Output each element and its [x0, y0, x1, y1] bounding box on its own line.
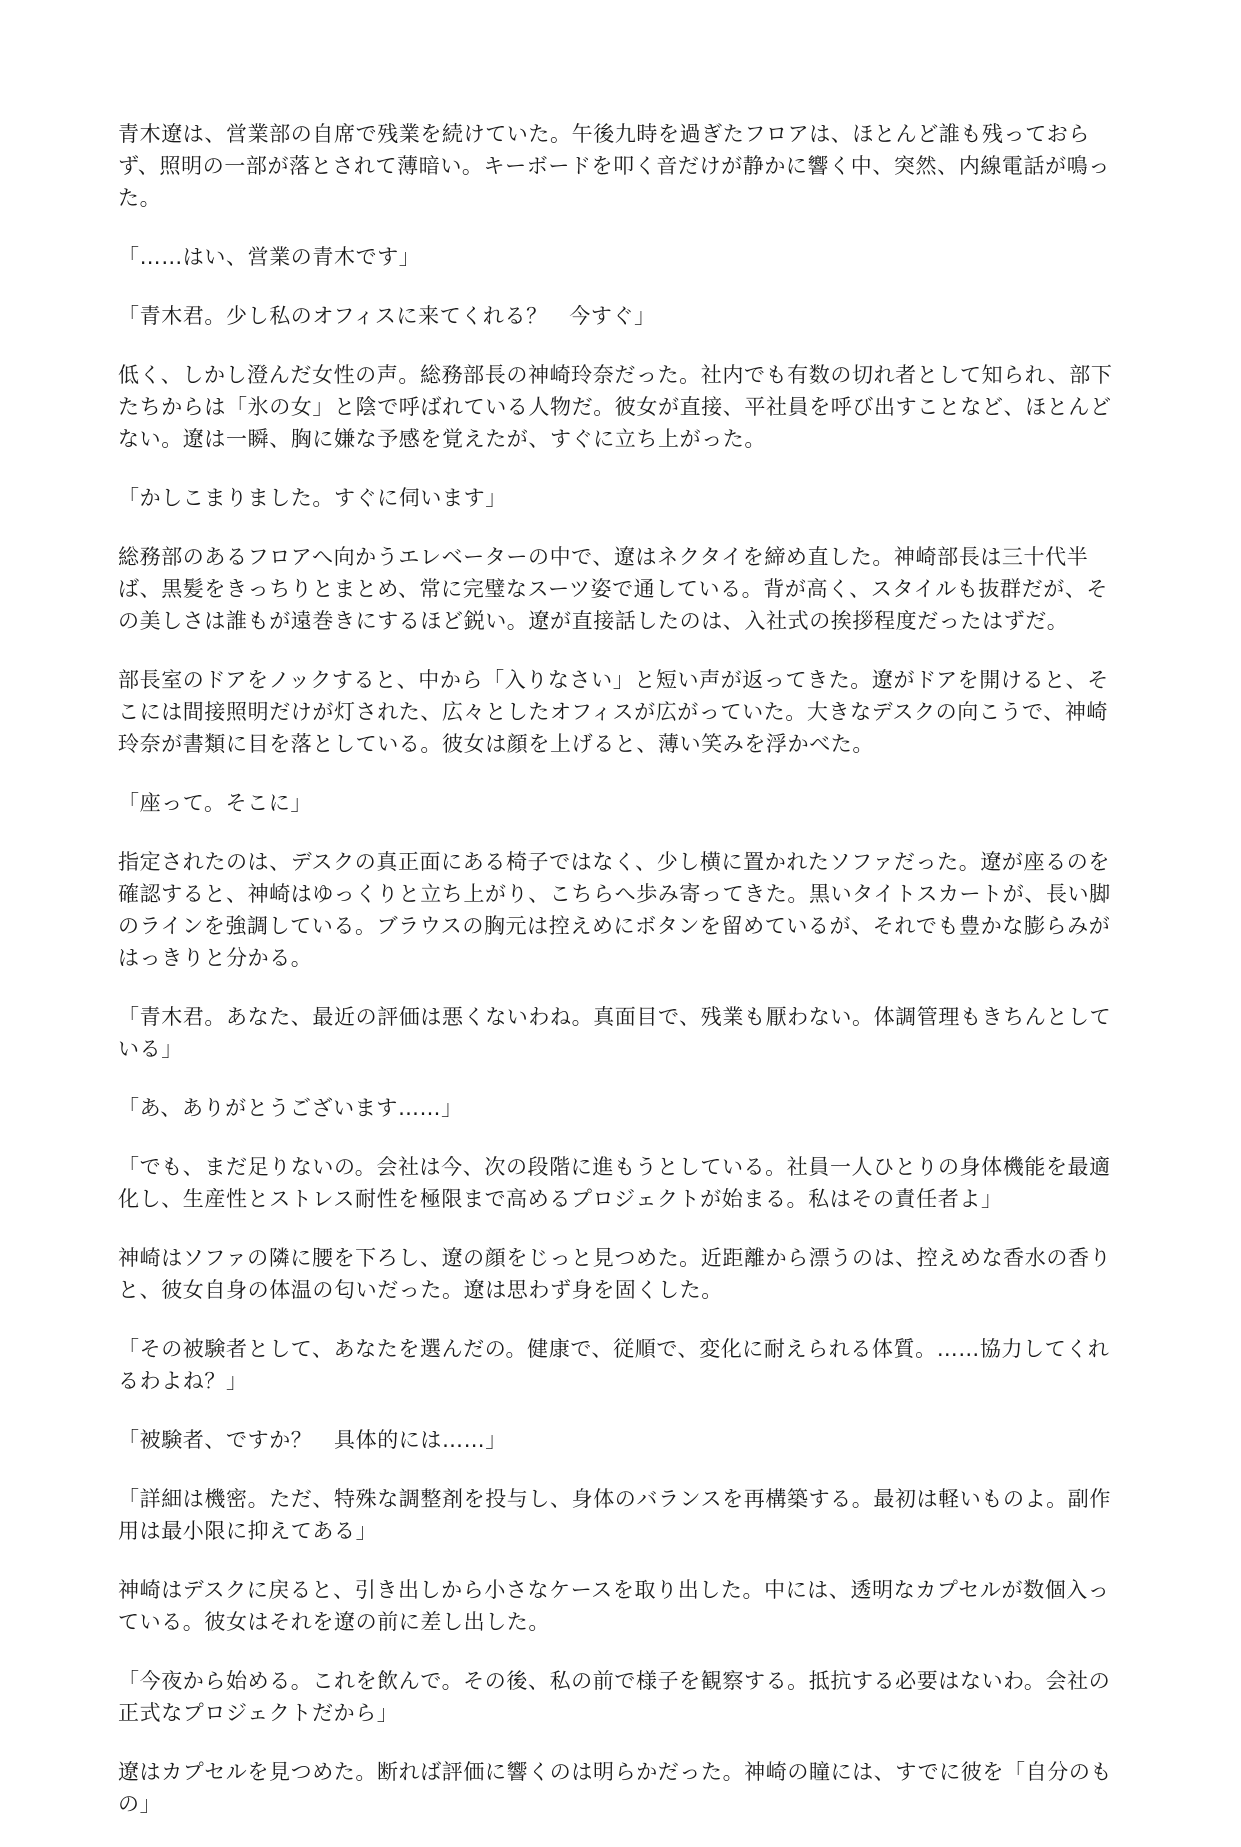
- paragraph: 低く、しかし澄んだ女性の声。総務部長の神崎玲奈だった。社内でも有数の切れ者として知られ、部下たちからは「氷の女」と陰で呼ばれている人物だ。彼女が直接、平社員を呼び出すことなど、ほとんどない。遼は一瞬、胸に嫌な予感を覚えたが、すぐに立ち上がった。: [118, 363, 1113, 451]
- paragraph: 遼はカプセルを見つめた。断れば評価に響くのは明らかだった。神崎の瞳には、すでに彼を「自分のもの」: [118, 1760, 1113, 1816]
- paragraph: 「青木君。少し私のオフィスに来てくれる？ 今すぐ」: [118, 304, 656, 328]
- paragraph: 青木遼は、営業部の自席で残業を続けていた。午後九時を過ぎたフロアは、ほとんど誰も残っておらず、照明の一部が落とされて薄暗い。キーボードを叩く音だけが静かに響く中、突然、内線電話が鳴った。: [118, 122, 1110, 210]
- paragraph: 「詳細は機密。ただ、特殊な調整剤を投与し、身体のバランスを再構築する。最初は軽いものよ。副作用は最小限に抑えてある」: [118, 1487, 1111, 1543]
- paragraph: 神崎はデスクに戻ると、引き出しから小さなケースを取り出した。中には、透明なカプセルが数個入っている。彼女はそれを遼の前に差し出した。: [118, 1578, 1110, 1634]
- paragraph: 「あ、ありがとうございます……」: [118, 1096, 463, 1120]
- paragraph: 「青木君。あなた、最近の評価は悪くないわね。真面目で、残業も厭わない。体調管理もきちんとしている」: [118, 1005, 1112, 1061]
- paragraph: 神崎はソファの隣に腰を下ろし、遼の顔をじっと見つめた。近距離から漂うのは、控えめな香水の香りと、彼女自身の体温の匂いだった。遼は思わず身を固くした。: [118, 1246, 1112, 1302]
- document-page: [118, 118, 1128, 1847]
- paragraph: 指定されたのは、デスクの真正面にある椅子ではなく、少し横に置かれたソファだった。遼が座るのを確認すると、神崎はゆっくりと立ち上がり、こちらへ歩み寄ってきた。黒いタイトスカートが、長い脚のラインを強調している。ブラウスの胸元は控えめにボタンを留めているが、それでも豊かな膨らみがはっきりと分かる。: [118, 850, 1111, 970]
- paragraph: 「被験者、ですか？ 具体的には……」: [118, 1428, 507, 1452]
- paragraph: 「でも、まだ足りないの。会社は今、次の段階に進もうとしている。社員一人ひとりの身体機能を最適化し、生産性とストレス耐性を極限まで高めるプロジェクトが始まる。私はその責任者よ」: [118, 1155, 1111, 1211]
- paragraph: 「……はい、営業の青木です」: [118, 245, 421, 269]
- paragraph: 「かしこまりました。すぐに伺います」: [118, 486, 507, 510]
- paragraph: 部長室のドアをノックすると、中から「入りなさい」と短い声が返ってきた。遼がドアを開けると、そこには間接照明だけが灯された、広々としたオフィスが広がっていた。大きなデスクの向こうで、神崎玲奈が書類に目を落としている。彼女は顔を上げると、薄い笑みを浮かべた。: [118, 668, 1109, 756]
- paragraph: 総務部のあるフロアへ向かうエレベーターの中で、遼はネクタイを締め直した。神崎部長は三十代半ば、黒髪をきっちりとまとめ、常に完璧なスーツ姿で通している。背が高く、スタイルも抜群だが、その美しさは誰もが遠巻きにするほど鋭い。遼が直接話したのは、入社式の挨拶程度だったはずだ。: [118, 545, 1109, 633]
- paragraph: 「座って。そこに」: [118, 791, 312, 815]
- paragraph: 「その被験者として、あなたを選んだの。健康で、従順で、変化に耐えられる体質。……協力してくれるわよね？」: [118, 1337, 1110, 1393]
- paragraph: 「今夜から始める。これを飲んで。その後、私の前で様子を観察する。抵抗する必要はないわ。会社の正式なプロジェクトだから」: [118, 1669, 1111, 1725]
